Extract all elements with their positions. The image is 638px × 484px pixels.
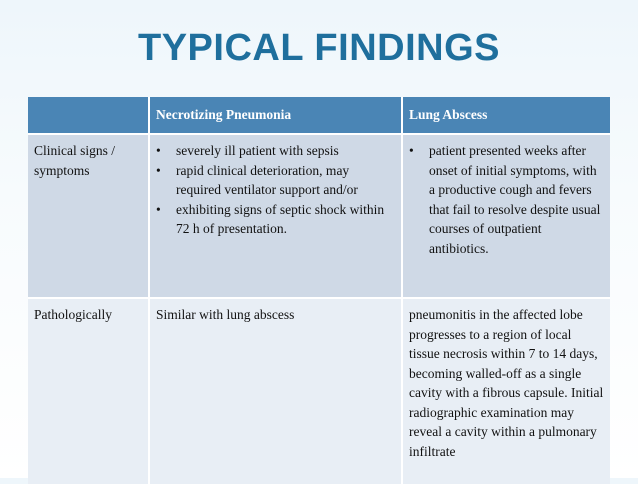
table-row-pathologic — [28, 298, 610, 484]
table-header-row — [28, 97, 610, 134]
bullet-list — [409, 141, 604, 258]
bullet-list — [156, 141, 395, 239]
table-row-clinical — [28, 134, 610, 298]
cell-abscess-pathologic: pneumonitis in the affected lobe progresses to a region of local tissue necrosis within 7 to 14 days, becoming walled-off as a single cavity with a fibrous capsule. Initial radiographic examination may reveal a cavity within a pulmonary infiltrate — [402, 298, 610, 484]
cell-necrotizing-clinical — [149, 134, 402, 298]
row-label-clinical: Clinical signs / symptoms — [28, 134, 149, 298]
slide-title: TYPICAL FINDINGS — [138, 27, 500, 69]
bullet-item: • patient presented weeks after onset of initial symptoms, with a productive cough and fevers that fail to resolve despite usual courses of outpatient antibiotics. — [409, 141, 604, 258]
cell-abscess-clinical — [402, 134, 610, 298]
header-lung-abscess: Lung Abscess — [402, 97, 610, 134]
header-empty-cell — [28, 97, 149, 134]
bullet-item: • severely ill patient with sepsis — [156, 141, 395, 161]
bullet-item: • exhibiting signs of septic shock within 72 h of presentation. — [156, 200, 395, 239]
cell-necrotizing-pathologic: Similar with lung abscess — [149, 298, 402, 484]
row-label-pathologic: Pathologically — [28, 298, 149, 484]
header-necrotizing-pneumonia: Necrotizing Pneumonia — [149, 97, 402, 134]
findings-table — [28, 97, 610, 484]
bullet-item: • rapid clinical deterioration, may required ventilator support and/or — [156, 161, 395, 200]
